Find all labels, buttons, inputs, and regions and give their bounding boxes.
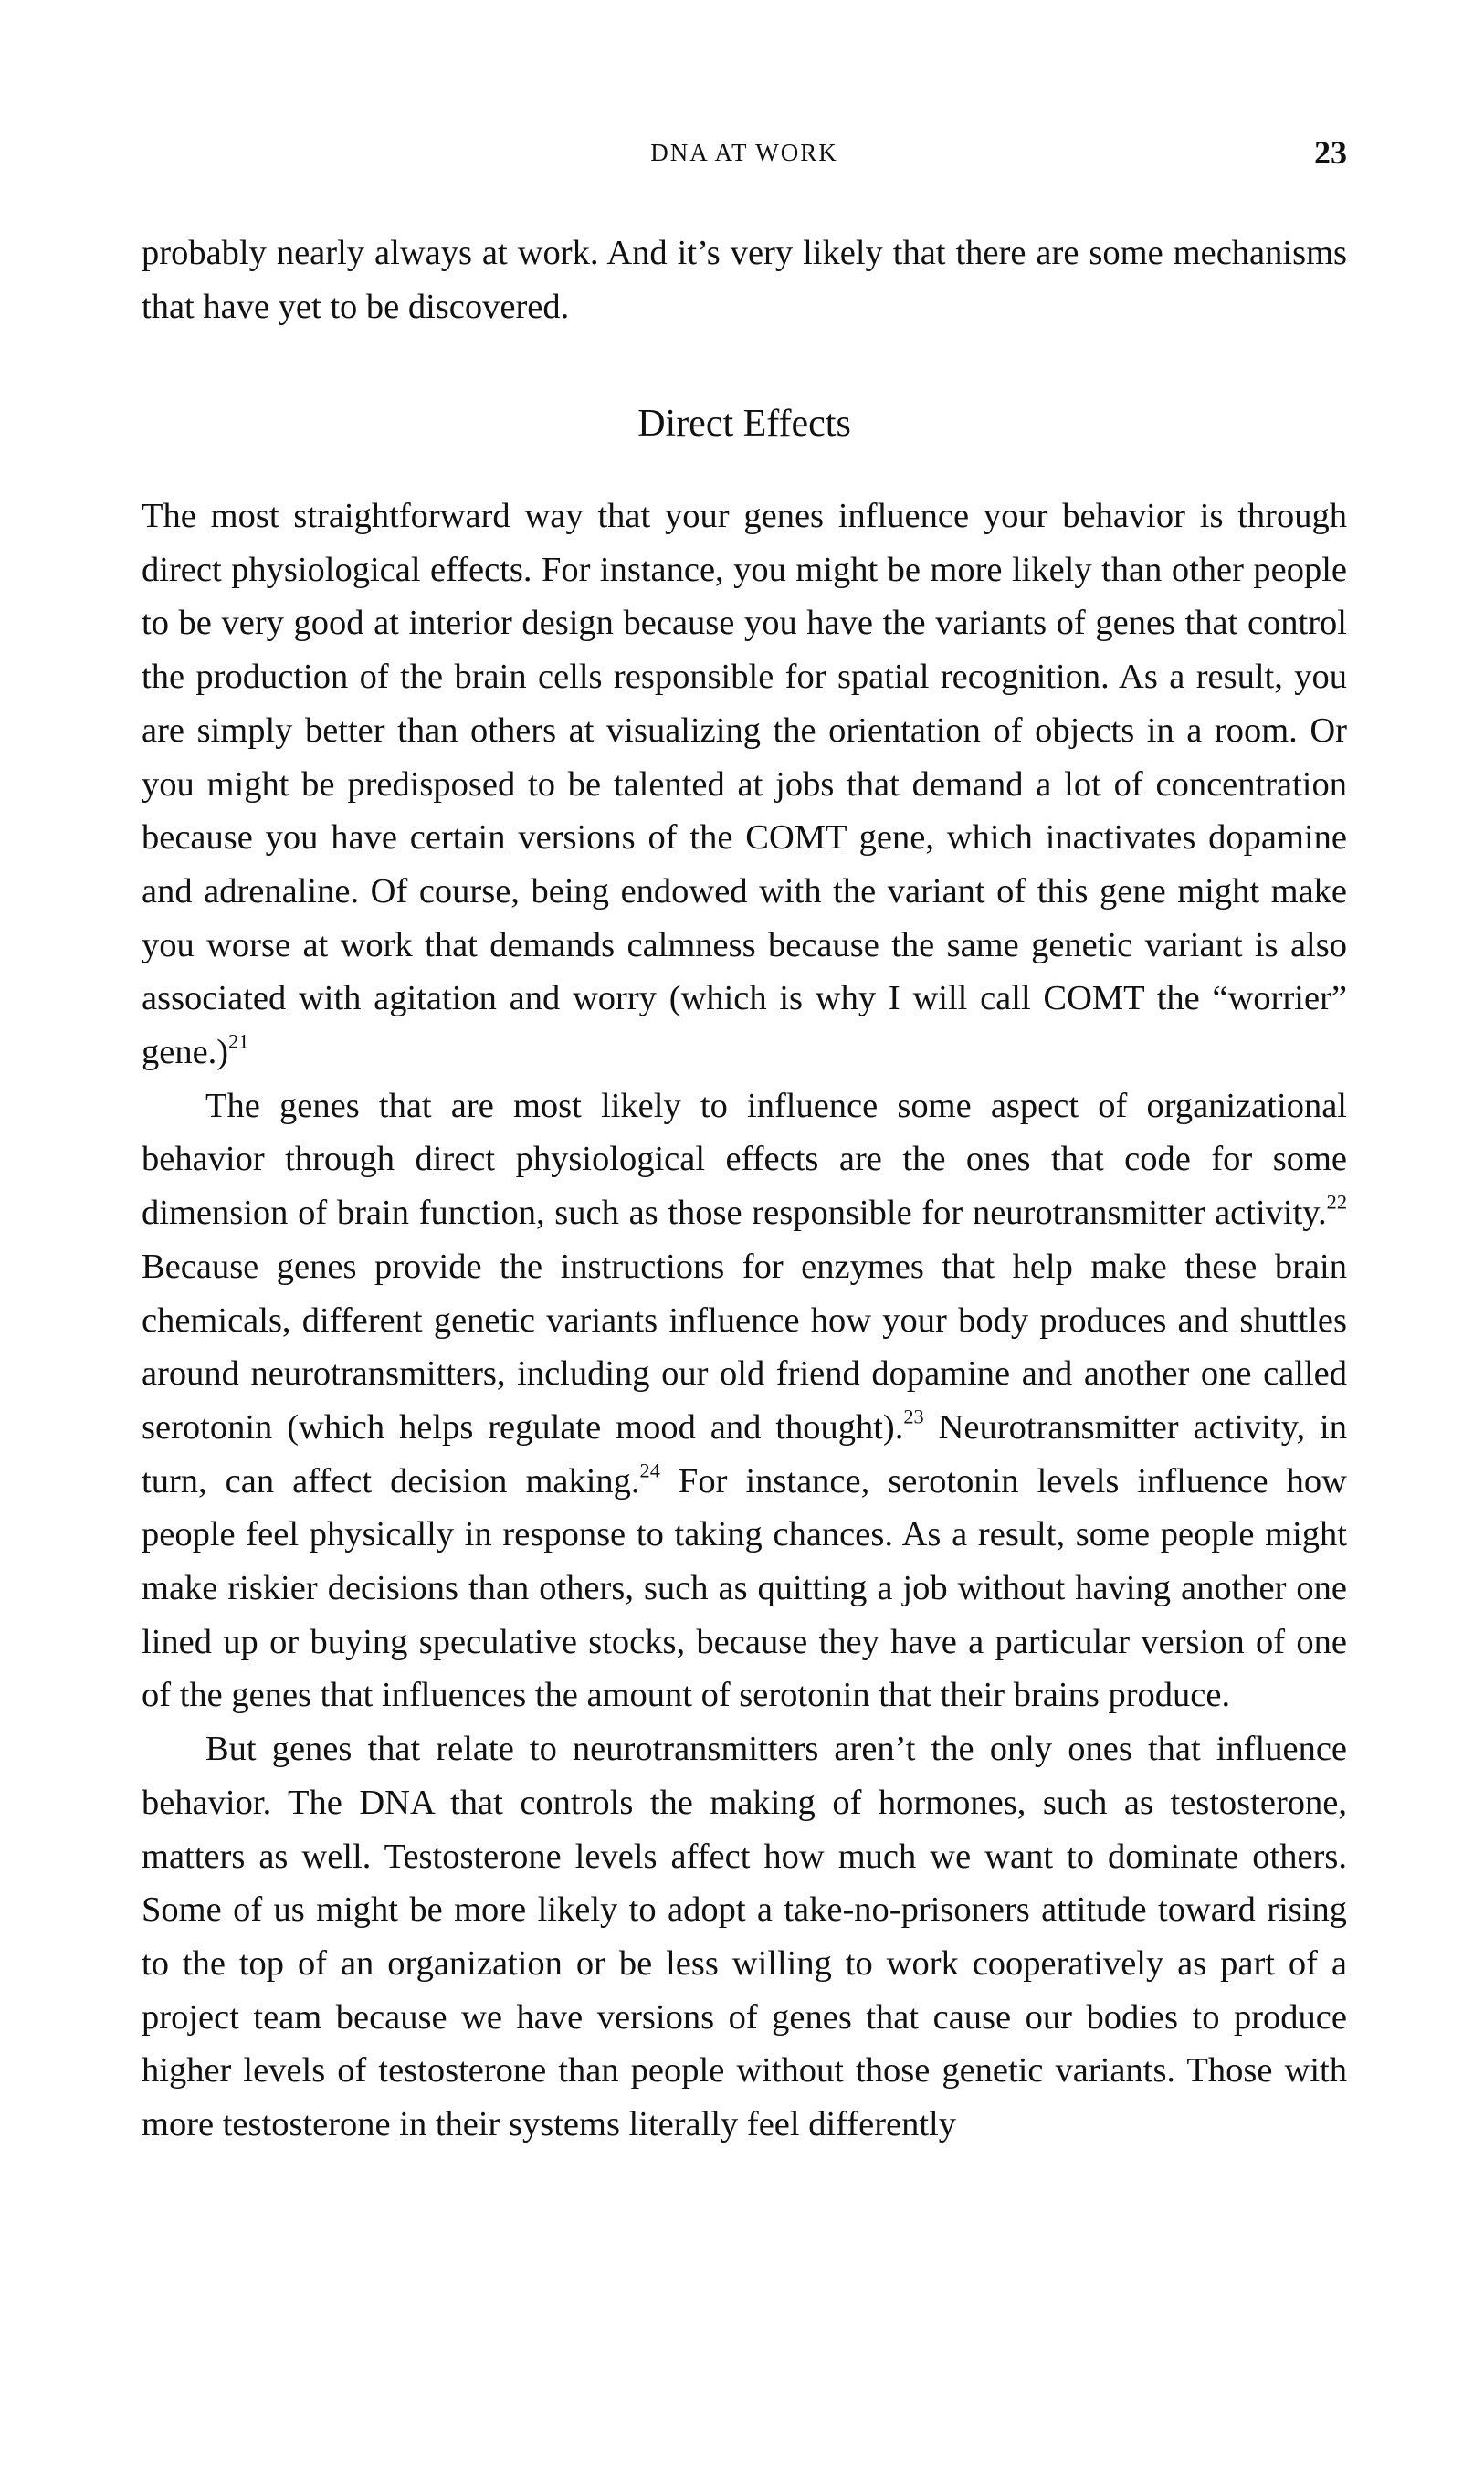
section-heading: Direct Effects (637, 403, 851, 445)
paragraph-text: The most straightforward way that your genes influence your behavior is through direct physiological effects. For instance, you might be more likely than other people to be very good at interior design because you have the variants of genes that control the production of the brain cells responsible for spatial recognition. As a result, you are simply better than others at visualizing the orientation of objects in a room. Or you might be predisposed to be talented at jobs that demand a lot of concentration because you have certain versions of the COMT gene, which inactivates dopamine and adrenaline. Of course, being endowed with the variant of this gene might make you worse at work that demands calmness because the same genetic variant is also associated with agitation and worry (which is why I will call COMT the “worrier” gene.) (142, 497, 1347, 1072)
paragraph-text: Because genes provide the instructions for enzymes that help make these brain chemicals, different genetic variants influence how your body produces and shuttles around neurotransmitters, including our old friend dopamine and another one called serotonin (which helps regulate mood and thought). (142, 1247, 1347, 1447)
footnote-ref: 23 (903, 1405, 924, 1428)
intro-paragraph: probably nearly always at work. And it’s very likely that there are some mechanisms that have yet to be discovered. (142, 234, 1347, 326)
paragraph-text: For instance, serotonin levels influence how people feel physically in response to taking chances. As a result, some people might make riskier decisions than others, such as quitting a job without having another one lined up or buying speculative stocks, because they have a particular version of one of the genes that influences the amount of serotonin that their brains produce. (142, 1461, 1347, 1715)
running-head (142, 134, 1347, 174)
page-number: 23 (1314, 134, 1347, 171)
body-paragraph-2 (142, 1079, 1347, 1722)
body-paragraph-1 (142, 490, 1347, 1079)
footnote-ref: 21 (228, 1029, 249, 1053)
paragraph-text: But genes that relate to neurotransmitters aren’t the only ones that influence behavior. The DNA that controls the making of hormones, such as testosterone, matters as well. Testosterone levels affect how much we want to dominate others. Some of us might be more likely to adopt a take-no-prisoners attitude toward rising to the top of an organization or be less willing to work cooperatively as part of a project team because we have versions of genes that cause our bodies to produce higher levels of testosterone than people without those genetic variants. Those with more testosterone in their systems literally feel differently (142, 1730, 1347, 2144)
paragraph-text: Neurotransmitter activity, in turn, can affect decision making. (142, 1407, 1347, 1500)
footnote-ref: 22 (1326, 1190, 1347, 1214)
intro-text-block (142, 226, 1347, 333)
running-title: DNA AT WORK (650, 139, 838, 166)
footnote-ref: 24 (639, 1458, 660, 1481)
body-text-block (142, 490, 1347, 2152)
paragraph-text: The genes that are most likely to influence some aspect of organizational behavior through direct physiological effects are the ones that code for some dimension of brain function, such as those responsible for neurotransmitter activity. (142, 1086, 1347, 1233)
body-paragraph-3 (142, 1722, 1347, 2152)
